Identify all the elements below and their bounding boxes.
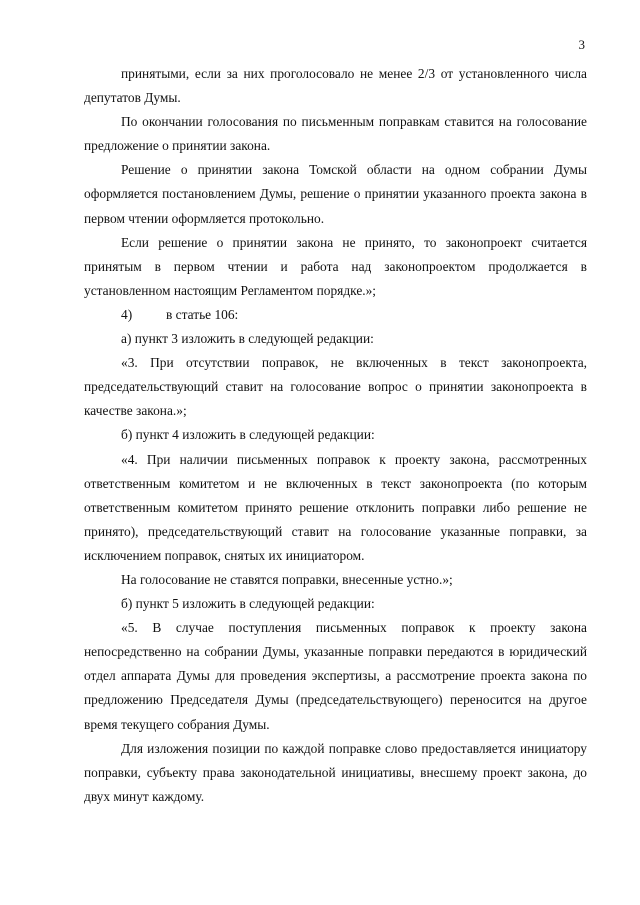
paragraph: На голосование не ставятся поправки, внесенные устно.»; bbox=[121, 571, 453, 587]
paragraph: «4. При наличии письменных поправок к проекту закона, рассмотренных ответственным комитетом и не включенных в текст законопроекта (по которым ответственным комитетом принято решение отклонить поправки либо решение не принято), председательствующий ставит на голосование указанные поправки, за исключением поправок, снятых их инициатором. bbox=[84, 451, 587, 563]
paragraph: б) пункт 5 изложить в следующей редакции: bbox=[121, 596, 375, 612]
paragraph: Если решение о принятии закона не принято, то законопроект считается принятым в первом чтении и работа над законопроектом продолжается в установленном настоящим Регламентом порядке.»; bbox=[84, 234, 587, 298]
paragraph: Решение о принятии закона Томской области на одном собрании Думы оформляется постановлением Думы, решение о принятии указанного проекта закона в первом чтении оформляется протокольно. bbox=[84, 162, 587, 226]
paragraph: a) пункт 3 изложить в следующей редакции: bbox=[121, 331, 374, 347]
paragraph: «3. При отсутствии поправок, не включенных в текст законопроекта, председательствующий ставит на голосование вопрос о принятии законопроекта в качестве закона.»; bbox=[84, 355, 587, 419]
page-number: 3 bbox=[578, 37, 585, 52]
paragraph: По окончании голосования по письменным поправкам ставится на голосование предложение о принятии закона. bbox=[84, 114, 587, 154]
document-body bbox=[84, 62, 587, 809]
paragraph: Для изложения позиции по каждой поправке слово предоставляется инициатору поправки, субъекту права законодательной инициативы, внесшему проект закона, до двух минут каждому. bbox=[84, 740, 587, 804]
paragraph: принятыми, если за них проголосовало не менее 2/3 от установленного числа депутатов Думы. bbox=[84, 66, 587, 106]
paragraph: б) пункт 4 изложить в следующей редакции: bbox=[121, 427, 375, 443]
list-item-text: в статье 106: bbox=[166, 306, 239, 322]
list-item-article-106 bbox=[84, 303, 587, 327]
paragraph: «5. В случае поступления письменных поправок к проекту закона непосредственно на собрании Думы, указанные поправки передаются в юридический отдел аппарата Думы для проведения экспертизы, а рассмотрение проекта закона по предложению Председателя Думы (председательствующего) переносится на другое время текущего собрания Думы. bbox=[84, 620, 587, 732]
list-item-number: 4) bbox=[121, 306, 133, 322]
